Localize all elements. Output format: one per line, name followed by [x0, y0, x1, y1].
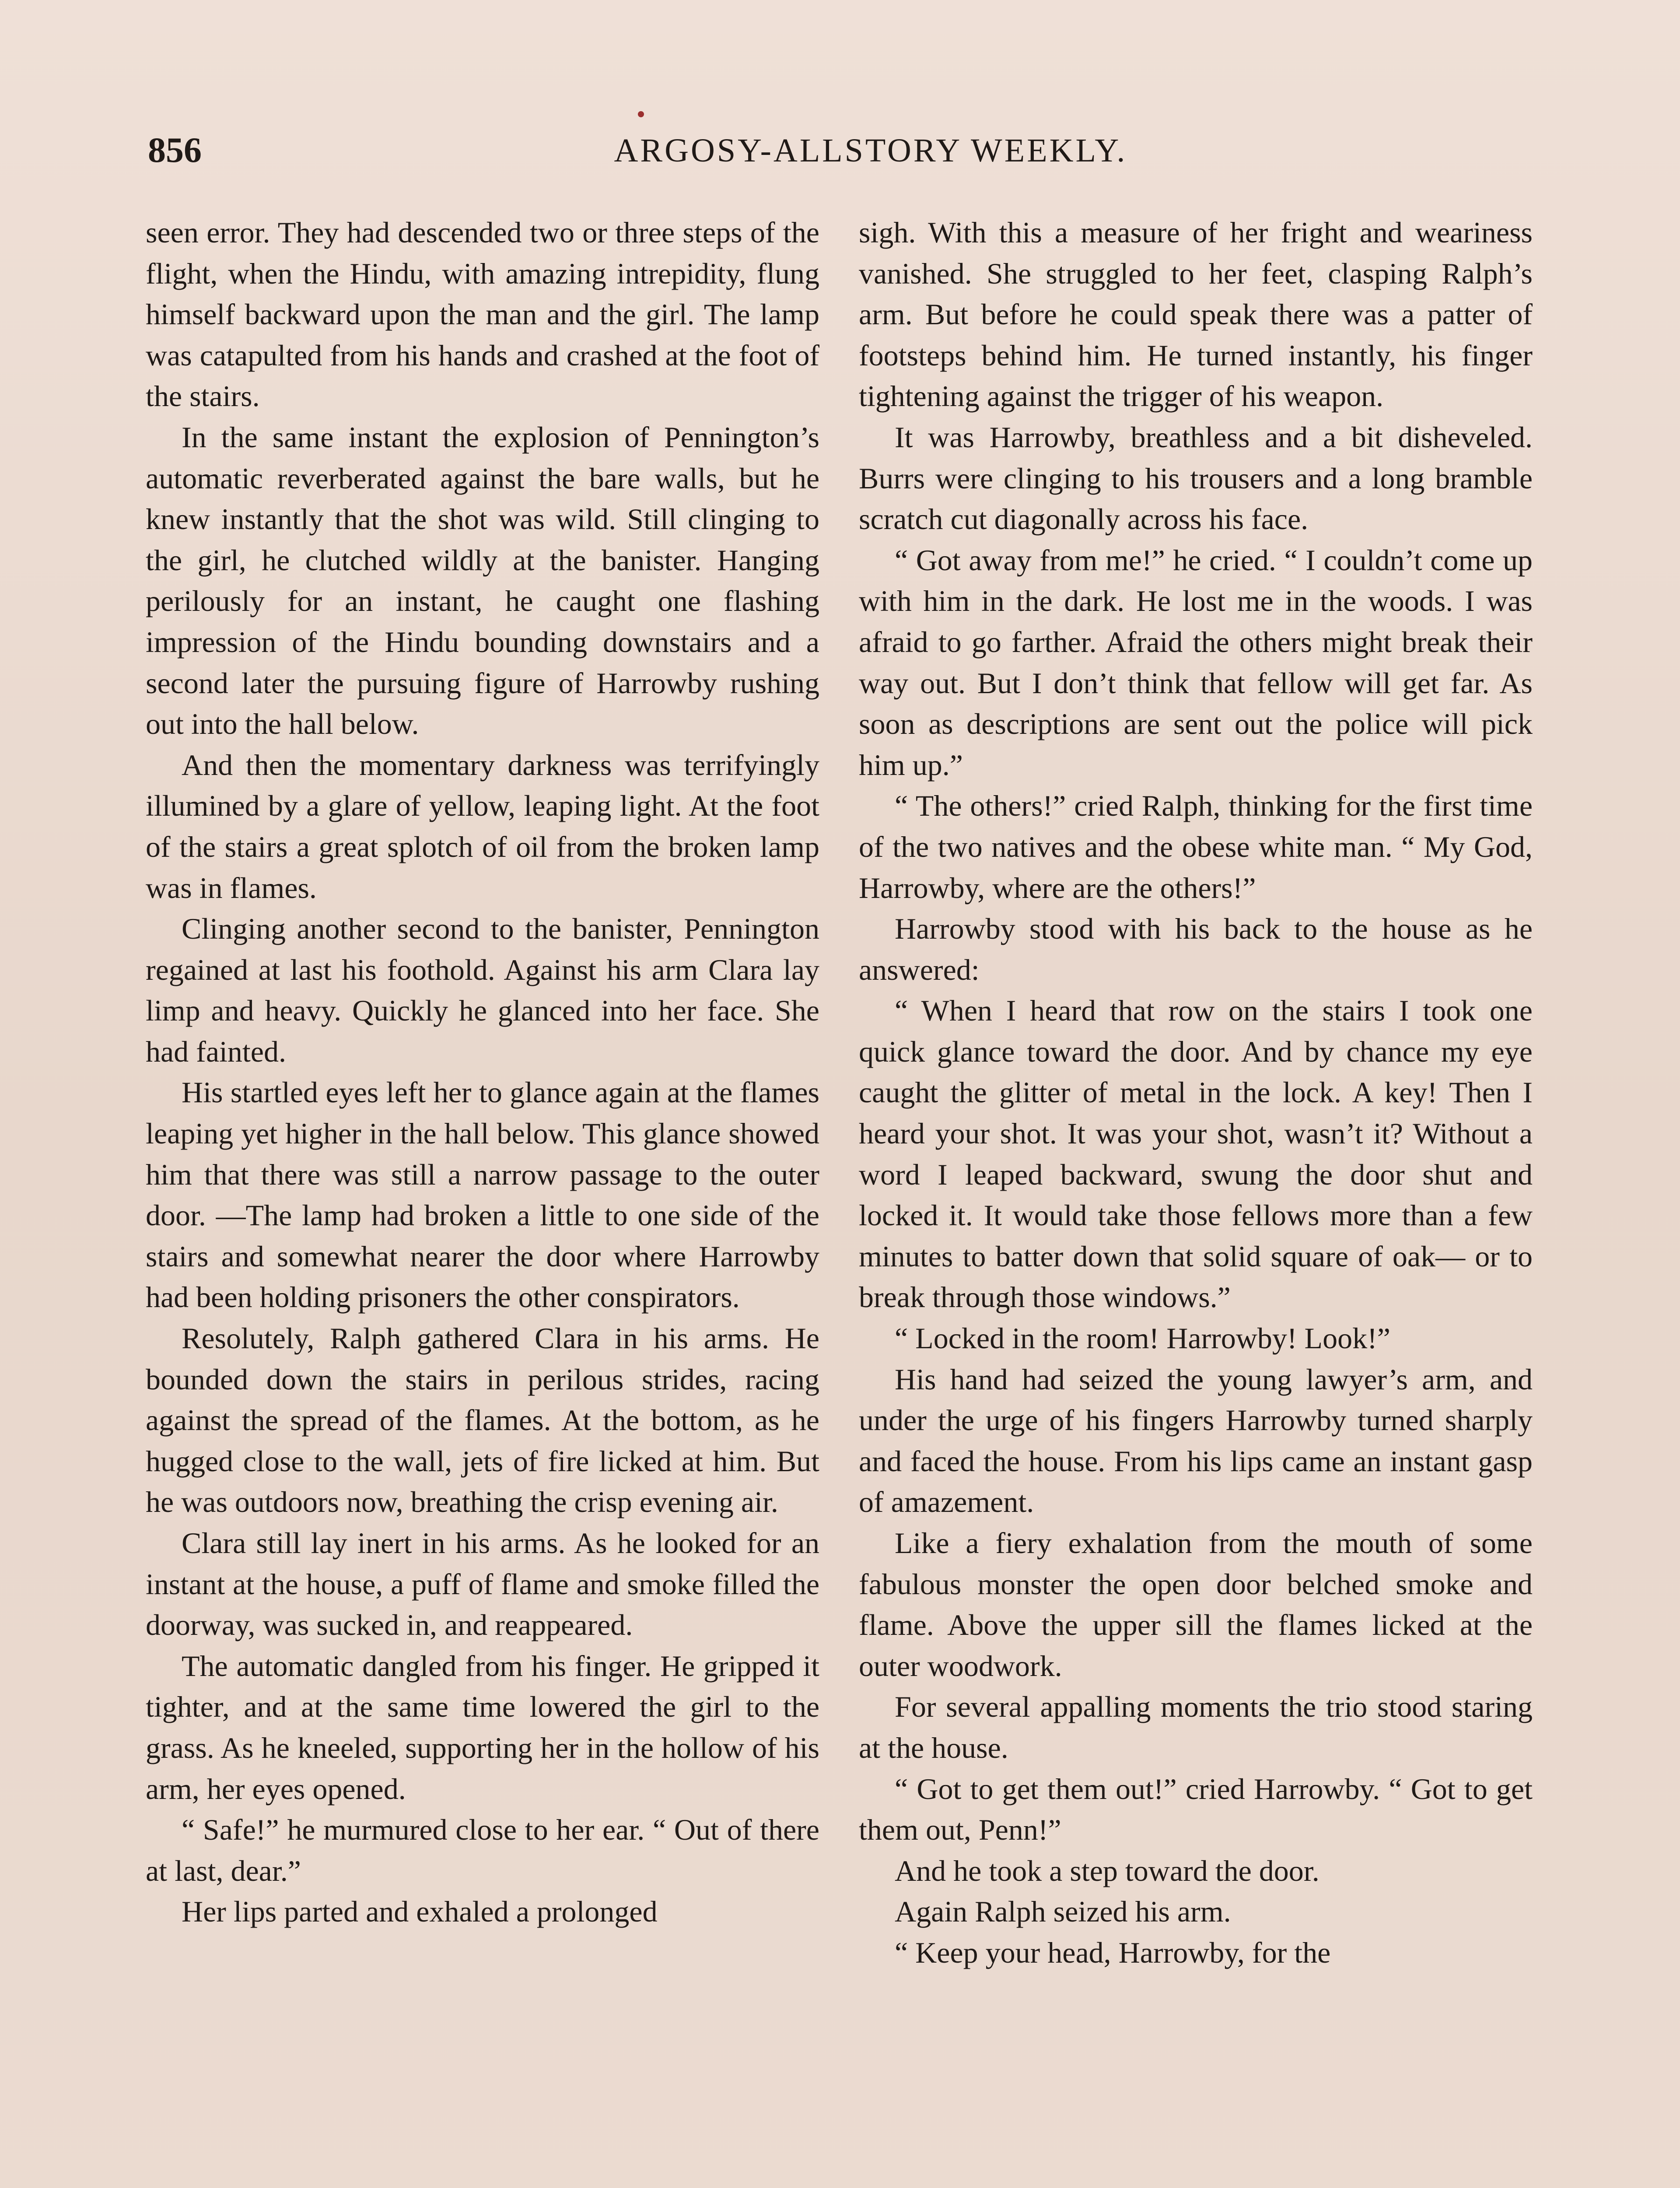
paragraph: “ Keep your head, Harrowby, for the: [895, 1936, 1331, 1969]
paragraph: “ Safe!” he murmured close to her ear. “ Out of there at last, dear.”: [146, 1813, 819, 1887]
paragraph: Resolutely, Ralph gathered Clara in his arms. He bounded down the stairs in perilous strides, racing against the spread of the flames. At the bottom, as he hugged close to the wall, jets of fire licked at him. But he was outdoors now, breathing the crisp evening air.: [146, 1322, 819, 1519]
paragraph: “ Locked in the room! Harrowby! Look!”: [895, 1322, 1390, 1355]
print-dot: [638, 111, 644, 117]
paragraph: And he took a step toward the door.: [895, 1854, 1320, 1887]
paragraph: It was Harrowby, breathless and a bit disheveled. Burrs were clinging to his trousers and a long bramble scratch cut diagonally across his face.: [859, 420, 1533, 536]
paragraph: His hand had seized the young lawyer’s arm, and under the urge of his fingers Harrowby turned sharply and faced the house. From his lips came an instant gasp of amazement.: [859, 1362, 1533, 1519]
paragraph: “ Got to get them out!” cried Harrowby. “ Got to get them out, Penn!”: [859, 1772, 1533, 1847]
paragraph: Like a fiery exhalation from the mouth of some fabulous monster the open door belched smoke and flame. Above the upper sill the flames licked at the outer woodwork.: [859, 1526, 1533, 1683]
paragraph: “ The others!” cried Ralph, thinking for the first time of the two natives and the obese white man. “ My God, Harrowby, where are the others!”: [859, 789, 1533, 905]
paragraph: “ Got away from me!” he cried. “ I couldn’t come up with him in the dark. He lost me in the woods. I was afraid to go farther. Afraid the others might break their way out. But I don’t think that fellow will get far. As soon as descriptions are sent out the police will pick him up.”: [859, 543, 1533, 782]
paragraph: Again Ralph seized his arm.: [895, 1895, 1231, 1929]
right-column: [859, 212, 1533, 1974]
paragraph: In the same instant the explosion of Pennington’s automatic reverberated against the bare walls, but he knew instantly that the shot was wild. Still clinging to the girl, he clutched wildly at the banister. Hanging perilously for an instant, he caught one flashing impression of the Hindu bounding downstairs and a second later the pursuing figure of Harrowby rushing out into the hall below.: [146, 420, 819, 741]
paragraph: The automatic dangled from his finger. He gripped it tighter, and at the same time lowered the girl to the grass. As he kneeled, supporting her in the hollow of his arm, her eyes opened.: [146, 1649, 819, 1806]
paragraph: For several appalling moments the trio stood staring at the house.: [859, 1690, 1533, 1764]
page-number: 856: [148, 130, 202, 170]
paragraph: seen error. They had descended two or three steps of the flight, when the Hindu, with amazing intrepidity, flung himself backward upon the man and the girl. The lamp was catapulted from his hands and crashed at the foot of the stairs.: [146, 216, 819, 413]
paragraph: Clara still lay inert in his arms. As he looked for an instant at the house, a puff of flame and smoke filled the doorway, was sucked in, and reappeared.: [146, 1526, 819, 1642]
running-head: ARGOSY-ALLSTORY WEEKLY.: [614, 132, 1127, 169]
paragraph: Harrowby stood with his back to the house as he answered:: [859, 912, 1533, 986]
paragraph: sigh. With this a measure of her fright and weariness vanished. She struggled to her feet, clasping Ralph’s arm. But before he could speak there was a patter of footsteps behind him. He turned instantly, his finger tightening against the trigger of his weapon.: [859, 216, 1533, 413]
paragraph: Clinging another second to the banister, Pennington regained at last his foothold. Against his arm Clara lay limp and heavy. Quickly he glanced into her face. She had fainted.: [146, 912, 819, 1068]
left-column: [146, 212, 819, 1932]
paragraph: Her lips parted and exhaled a prolonged: [182, 1895, 658, 1929]
paragraph: His startled eyes left her to glance again at the flames leaping yet higher in the hall below. This glance showed him that there was still a narrow passage to the outer door. —The lamp had broken a little to one side of the stairs and somewhat nearer the door where Harrowby had been holding prisoners the other conspirators.: [146, 1076, 819, 1314]
paragraph: “ When I heard that row on the stairs I took one quick glance toward the door. And by chance my eye caught the glitter of metal in the lock. A key! Then I heard your shot. It was your shot, wasn’t it? Without a word I leaped backward, swung the door shut and locked it. It would take those fellows more than a few minutes to batter down that solid square of oak— or to break through those windows.”: [859, 994, 1533, 1314]
paragraph: And then the momentary darkness was terrifyingly illumined by a glare of yellow, leaping light. At the foot of the stairs a great splotch of oil from the broken lamp was in flames.: [146, 748, 819, 905]
